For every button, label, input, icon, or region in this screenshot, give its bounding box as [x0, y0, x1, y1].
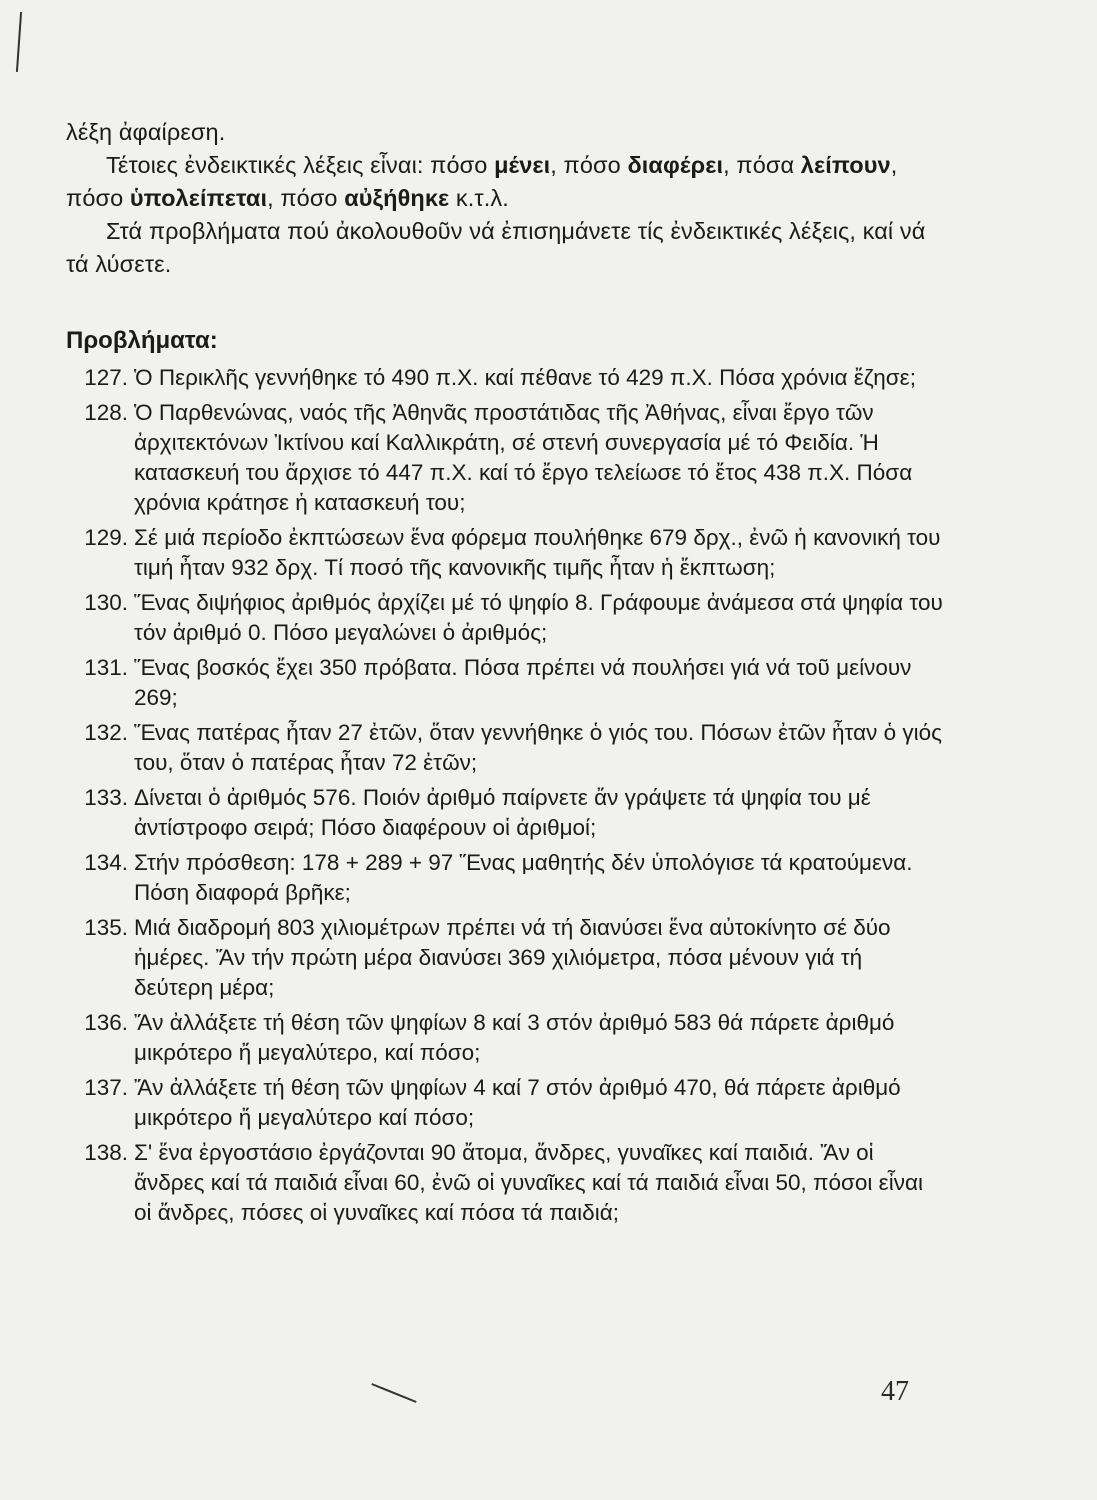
problem-text: Ἄν ἀλλάξετε τή θέση τῶν ψηφίων 4 καί 7 στόν ἀριθμό 470, θά πάρετε ἀριθμό μικρότερο ἤ μεγαλύτερο καί πόσο; [134, 1075, 901, 1130]
problem-item [66, 783, 946, 843]
problem-number: 137. [84, 1075, 128, 1100]
pencil-mark [371, 1383, 416, 1403]
problem-text: Ἕνας πατέρας ἦταν 27 ἐτῶν, ὅταν γεννήθηκε ὁ γιός του. Πόσων ἐτῶν ἦταν ὁ γιός του, ὅταν ὁ πατέρας ἦταν 72 ἐτῶν; [134, 720, 942, 775]
problem-number: 127. [84, 365, 128, 390]
problem-item [66, 913, 946, 1003]
problem-number: 129. [84, 525, 128, 550]
problem-list [66, 363, 946, 1228]
problem-item [66, 718, 946, 778]
problem-item [66, 363, 946, 393]
problem-number: 130. [84, 590, 128, 615]
problems-heading: Προβλήματα: [66, 327, 218, 354]
main-content [66, 116, 946, 1233]
problem-item [66, 1073, 946, 1133]
indicative-word: διαφέρει [627, 152, 724, 178]
problem-item [66, 588, 946, 648]
problem-item [66, 653, 946, 713]
problem-text: Ἕνας διψήφιος ἀριθμός ἀρχίζει μέ τό ψηφίο 8. Γράφουμε ἀνάμεσα στά ψηφία του τόν ἀριθμό 0. Πόσο μεγαλώνει ὁ ἀριθμός; [134, 590, 943, 645]
indicative-word: ὑπολείπεται [129, 185, 268, 211]
margin-mark [16, 12, 22, 72]
problem-text: Ὁ Παρθενώνας, ναός τῆς Ἀθηνᾶς προστάτιδας τῆς Ἀθήνας, εἶναι ἔργο τῶν ἀρχιτεκτόνων Ἰκτίνου καί Καλλικράτη, σέ στενή συνεργασία μέ τό Φειδία. Ἡ κατασκευή του ἄρχισε τό 447 π.Χ. καί τό ἔργο τελείωσε τό ἔτος 438 π.Χ. Πόσα χρόνια κράτησε ἡ κατασκευή του; [134, 400, 913, 515]
page-number: 47 [881, 1376, 909, 1407]
problem-text: Σέ μιά περίοδο ἐκπτώσεων ἕνα φόρεμα πουλήθηκε 679 δρχ., ἐνῶ ἡ κανονική του τιμή ἦταν 932 δρχ. Τί ποσό τῆς κανονικῆς τιμῆς ἦταν ἡ ἔκπτωση; [134, 525, 941, 580]
problem-item [66, 523, 946, 583]
problem-text: Ἄν ἀλλάξετε τή θέση τῶν ψηφίων 8 καί 3 στόν ἀριθμό 583 θά πάρετε ἀριθμό μικρότερο ἤ μεγαλύτερο, καί πόσο; [134, 1010, 895, 1065]
problem-text: Σ' ἕνα ἐργοστάσιο ἐργάζονται 90 ἄτομα, ἄνδρες, γυναῖκες καί παιδιά. Ἄν οἱ ἄνδρες καί τά παιδιά εἶναι 60, ἐνῶ οἱ γυναῖκες καί τά παιδιά εἶναι 50, πόσοι εἶναι οἱ ἄνδρες, πόσες οἱ γυναῖκες καί πόσα τά παιδιά; [134, 1140, 923, 1225]
instruction-paragraph: Στά προβλήματα πού ἀκολουθοῦν νά ἐπισημάνετε τίς ἐνδεικτικές λέξεις, καί νά τά λύσετε. [66, 218, 926, 277]
text-segment: Τέτοιες ἐνδεικτικές λέξεις εἶναι: πόσο [106, 152, 495, 178]
problem-text: Ὁ Περικλῆς γεννήθηκε τό 490 π.Χ. καί πέθανε τό 429 π.Χ. Πόσα χρόνια ἔζησε; [134, 365, 916, 390]
problem-item [66, 848, 946, 908]
intro-line: λέξη ἀφαίρεση. [66, 119, 226, 145]
indicative-word: λείπουν [800, 152, 891, 178]
problem-number: 135. [84, 915, 128, 940]
problem-item [66, 398, 946, 518]
problem-text: Δίνεται ὁ ἀριθμός 576. Ποιόν ἀριθμό παίρνετε ἄν γράψετε τά ψηφία του μέ ἀντίστροφο σειρά; Πόσο διαφέρουν οἱ ἀριθμοί; [134, 785, 871, 840]
problem-text: Στήν πρόσθεση: 178 + 289 + 97 Ἕνας μαθητής δέν ὑπολόγισε τά κρατούμενα. Πόση διαφορά βρῆκε; [134, 850, 913, 905]
problem-item [66, 1138, 946, 1228]
text-segment: , πόσα [723, 152, 801, 178]
text-segment: , πόσο [267, 185, 345, 211]
text-segment: κ.τ.λ. [449, 185, 509, 211]
indicative-word: αὐξήθηκε [344, 185, 450, 211]
problem-number: 138. [84, 1140, 128, 1165]
indicative-words-paragraph [66, 149, 946, 215]
problem-number: 134. [84, 850, 128, 875]
problem-number: 128. [84, 400, 128, 425]
problem-number: 136. [84, 1010, 128, 1035]
problem-text: Μιά διαδρομή 803 χιλιομέτρων πρέπει νά τή διανύσει ἕνα αὐτοκίνητο σέ δύο ἡμέρες. Ἄν τήν πρώτη μέρα διανύσει 369 χιλιόμετρα, πόσα μένουν γιά τή δεύτερη μέρα; [134, 915, 891, 1000]
problem-number: 131. [84, 655, 128, 680]
problem-text: Ἕνας βοσκός ἔχει 350 πρόβατα. Πόσα πρέπει νά πουλήσει γιά νά τοῦ μείνουν 269; [134, 655, 912, 710]
problem-item [66, 1008, 946, 1068]
problem-number: 133. [84, 785, 128, 810]
text-segment: , πόσο [66, 152, 898, 211]
problem-number: 132. [84, 720, 128, 745]
text-segment: , πόσο [550, 152, 628, 178]
indicative-word: μένει [494, 152, 551, 178]
